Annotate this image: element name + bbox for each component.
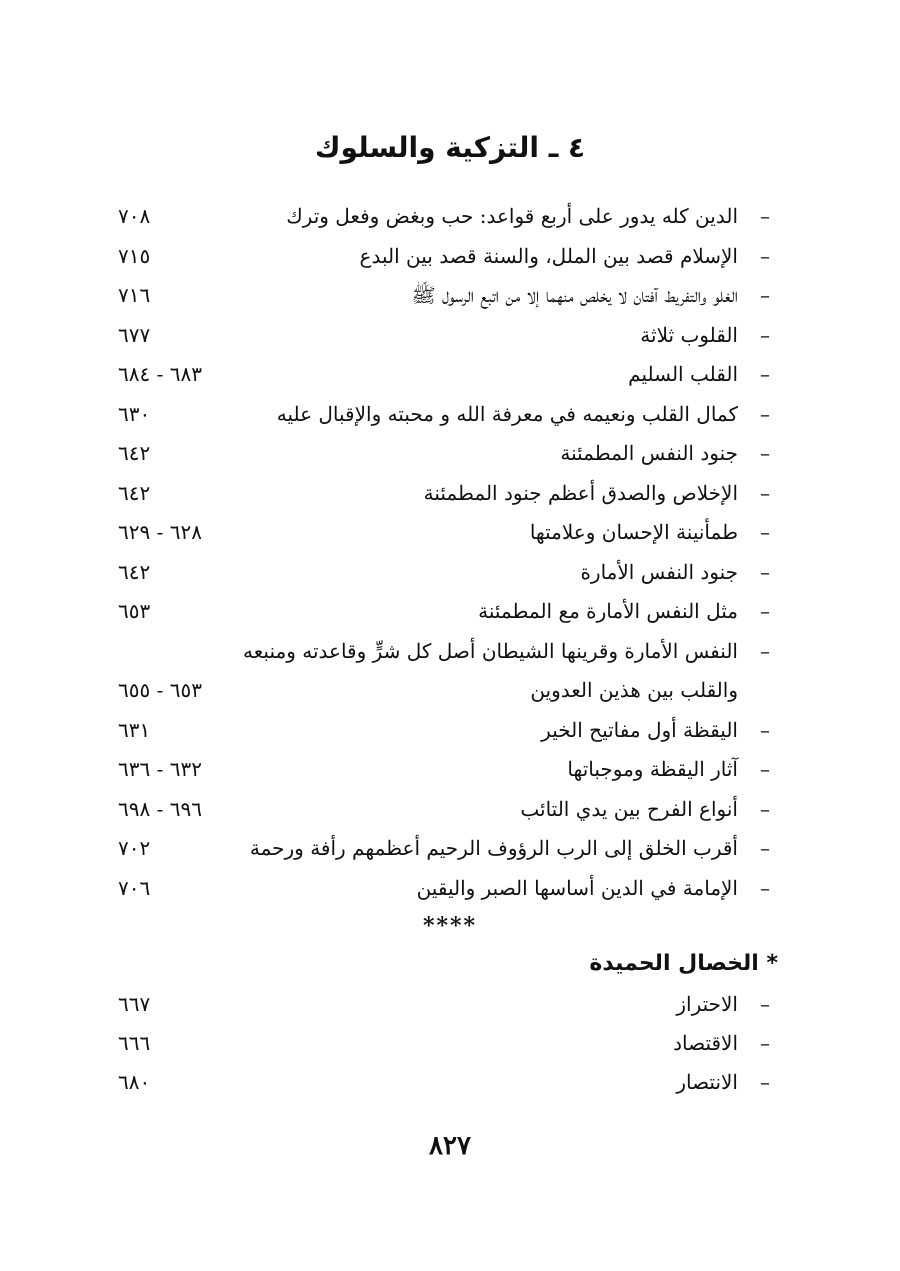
entry-page-numbers: ٧٠٦ [118, 875, 151, 900]
section-heading: * الخصال الحميدة [589, 951, 778, 976]
entry-dash: – [760, 836, 770, 860]
page-number: ٨٢٧ [429, 1131, 471, 1161]
entry-dash: – [760, 480, 770, 505]
entry-text: الإمامة في الدين أساسها الصبر واليقين [416, 875, 738, 900]
entry-dash: – [760, 283, 770, 307]
entry-page-numbers: ٦٥٣ [118, 599, 151, 623]
entry-dash: – [760, 441, 770, 465]
entry-text: جنود النفس الأمارة [580, 559, 738, 584]
index-entry [100, 749, 780, 789]
entry-text: اليقظة أول مفاتيح الخير [541, 717, 738, 742]
entry-dash: – [760, 1031, 770, 1055]
index-entry [100, 868, 780, 908]
entry-page-numbers: ٦٢٨ - ٦٢٩ [118, 520, 202, 544]
entry-page-numbers: ٦٥٣ - ٦٥٥ [118, 678, 202, 702]
entry-dash: – [760, 559, 770, 584]
entry-text: الإسلام قصد بين الملل، والسنة قصد بين البدع [359, 243, 738, 268]
entry-text: الاقتصاد [673, 1031, 738, 1055]
entry-dash: – [760, 204, 770, 228]
entry-page-numbers: ٦٣٠ [118, 401, 151, 426]
index-entry [100, 828, 780, 868]
index-entry [100, 591, 780, 631]
entry-text: القلب السليم [628, 362, 738, 386]
index-entry [100, 196, 780, 236]
entry-dash: – [760, 401, 770, 426]
chapter-title: ٤ ـ التزكية والسلوك [314, 131, 586, 164]
entry-text: الاحتراز [676, 992, 738, 1016]
entry-dash: – [760, 638, 770, 663]
index-entry [100, 394, 780, 434]
index-entry [100, 473, 780, 513]
index-entry [100, 984, 780, 1024]
entry-text: القلوب ثلاثة [640, 322, 738, 347]
entry-page-numbers: ٧١٦ [118, 283, 151, 307]
entry-dash: – [760, 992, 770, 1016]
entry-dash: – [760, 599, 770, 623]
entry-text: الإخلاص والصدق أعظم جنود المطمئنة [423, 480, 738, 505]
entry-dash: – [760, 875, 770, 900]
entry-dash: – [760, 322, 770, 347]
index-entry [100, 631, 780, 671]
entry-page-numbers: ٦٨٣ - ٦٨٤ [118, 362, 202, 386]
entry-page-numbers: ٧٠٨ [118, 204, 151, 228]
index-entry [100, 789, 780, 829]
entry-page-numbers: ٦٩٦ - ٦٩٨ [118, 796, 202, 821]
entry-dash: – [760, 796, 770, 821]
entry-dash: – [760, 757, 770, 781]
index-entry [100, 433, 780, 473]
entry-text: الغلو والتفريط آفتان لا يخلص منهما إلا من اتبع الرسول ﷺ [411, 283, 738, 307]
index-entry [100, 315, 780, 355]
entry-text: النفس الأمارة وقرينها الشيطان أصل كل شرٍّ وقاعدته ومنبعه [243, 638, 738, 663]
entry-text: آثار اليقظة وموجباتها [567, 757, 738, 781]
index-entry [100, 1062, 780, 1102]
entry-dash: – [760, 1070, 770, 1094]
entry-text: الانتصار [676, 1070, 738, 1094]
entry-page-numbers: ٧١٥ [118, 243, 151, 268]
entry-page-numbers: ٦٨٠ [118, 1070, 151, 1094]
index-entry [100, 512, 780, 552]
index-entry [100, 670, 780, 710]
entry-page-numbers: ٦٣٢ - ٦٣٦ [118, 757, 202, 781]
entry-page-numbers: ٦٤٢ [118, 441, 151, 465]
entry-dash: – [760, 520, 770, 544]
section-separator: **** [422, 913, 478, 939]
entry-text: والقلب بين هذين العدوين [530, 678, 738, 702]
entry-page-numbers: ٦٤٢ [118, 559, 151, 584]
entry-page-numbers: ٦٧٧ [118, 322, 151, 347]
index-entry [100, 236, 780, 276]
index-entry [100, 552, 780, 592]
index-entry [100, 275, 780, 315]
entry-page-numbers: ٦٤٢ [118, 480, 151, 505]
entry-page-numbers: ٦٣١ [118, 717, 151, 742]
index-entry [100, 710, 780, 750]
entry-text: كمال القلب ونعيمه في معرفة الله و محبته والإقبال عليه [276, 401, 738, 426]
entry-text: جنود النفس المطمئنة [560, 441, 738, 465]
entry-dash: – [760, 243, 770, 268]
entry-page-numbers: ٦٦٦ [118, 1031, 151, 1055]
index-entry [100, 354, 780, 394]
entry-page-numbers: ٧٠٢ [118, 836, 151, 860]
entry-text: أقرب الخلق إلى الرب الرؤوف الرحيم أعظمهم رأفة ورحمة [249, 836, 738, 860]
entry-text: مثل النفس الأمارة مع المطمئنة [478, 599, 738, 623]
entry-text: أنواع الفرح بين يدي التائب [520, 796, 738, 821]
index-entry [100, 1023, 780, 1063]
entry-text: طمأنينة الإحسان وعلامتها [529, 520, 738, 544]
entry-dash: – [760, 717, 770, 742]
entry-page-numbers: ٦٦٧ [118, 992, 151, 1016]
entry-text: الدين كله يدور على أربع قواعد: حب وبغض وفعل وترك [286, 204, 738, 228]
entry-dash: – [760, 362, 770, 386]
